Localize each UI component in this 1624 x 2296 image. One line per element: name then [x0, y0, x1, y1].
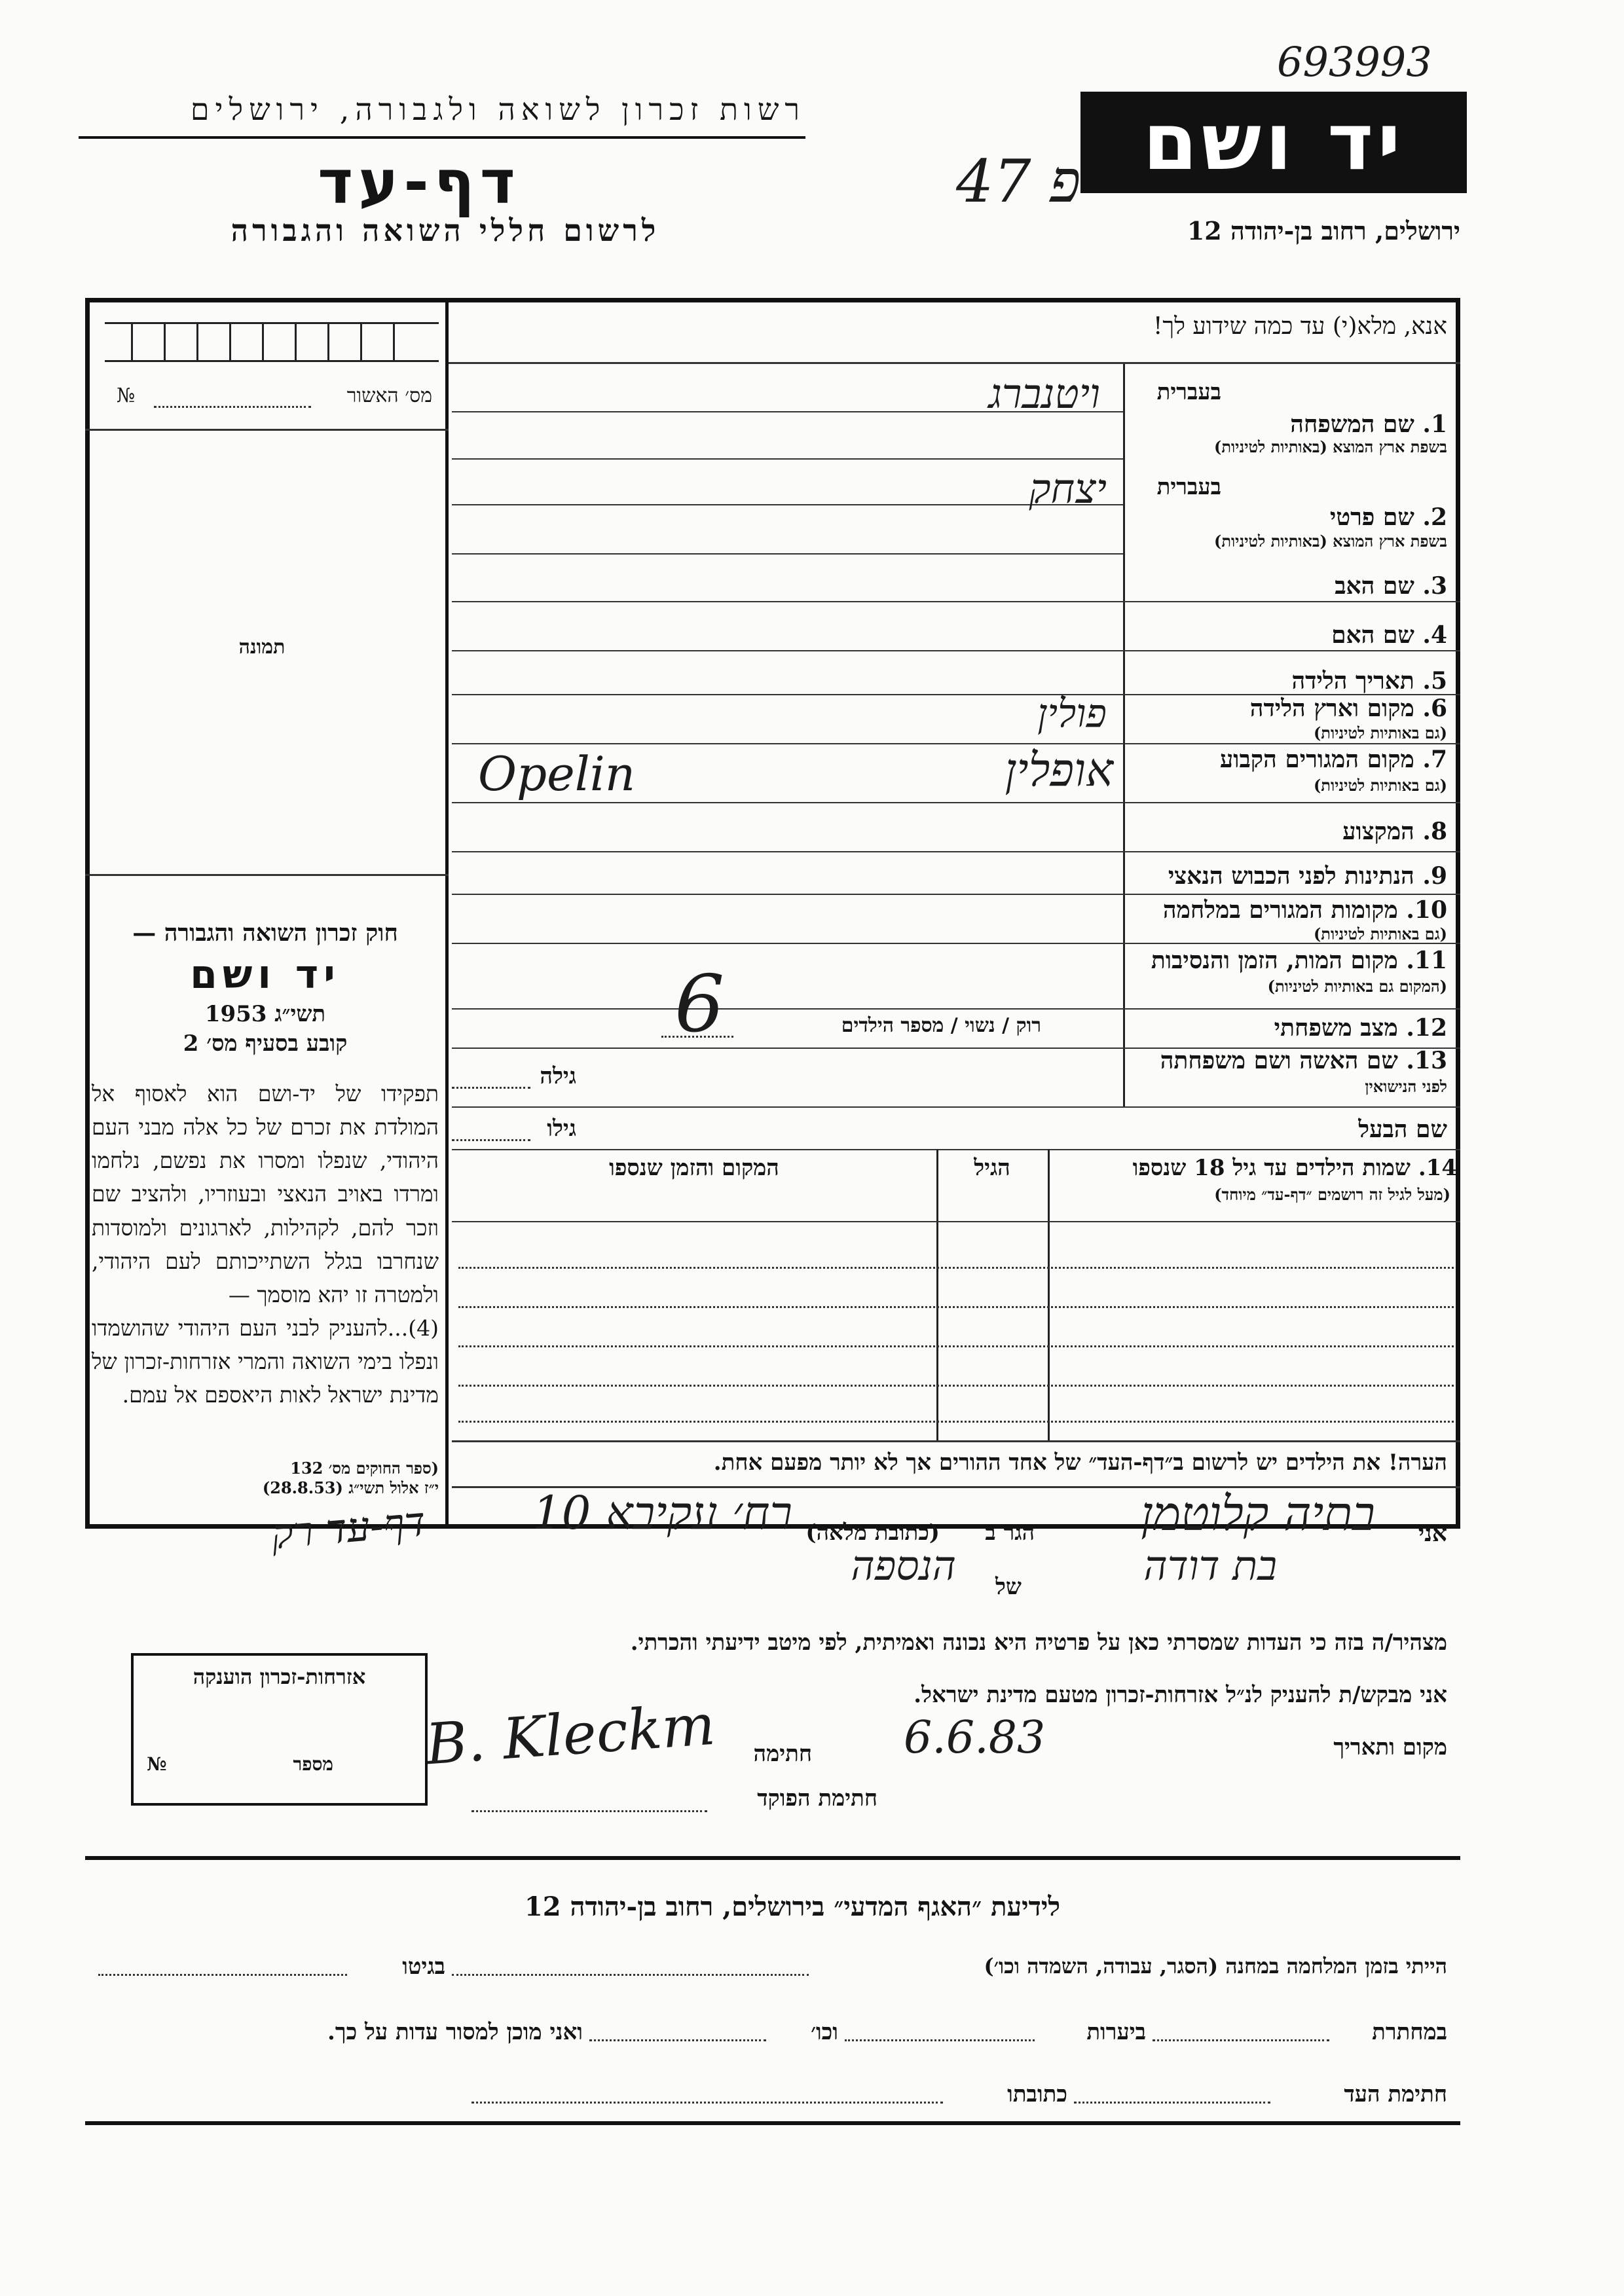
f2-hebrew-label: בעברית [1156, 474, 1221, 500]
decl-name-value[interactable]: בתיה קלוטמן [1141, 1486, 1375, 1541]
ghetto-field[interactable] [98, 1974, 347, 1976]
law-heading [92, 920, 439, 1057]
record-number: 693993 [1277, 38, 1432, 86]
f11-sub: (המקום גם באותיות לטיניות) [1267, 977, 1447, 996]
f11-label: 11. מקום המות, הזמן והנסיבות [1151, 947, 1447, 974]
f6-sub: (גם באותיות לטיניות) [1313, 723, 1447, 742]
law-paragraph-2: (4)...להעניק לבני העם היהודי שהושמדו ונפלו בימי השואה והמרי אזרחות-זכרון של מדינת ישראל לאות היאספם אל עמם. [92, 1315, 439, 1408]
bottom-row2-c: וכו׳ [811, 2019, 838, 2045]
f7-label: 7. מקום המגורים הקבוע [1219, 746, 1447, 773]
form-title: דף-עד [318, 147, 521, 217]
witness-address-field[interactable] [471, 2102, 943, 2104]
law-reference [92, 1459, 439, 1498]
law-org: יד ושם [190, 952, 341, 998]
decl-signature-value[interactable]: B. Kleckm [424, 1692, 718, 1778]
f12-options: רוק / נשוי / מספר הילדים [841, 1014, 1041, 1037]
decl-statement-1: מצהיר/ה בזה כי העדות שמסרתי כאן על פרטיה היא נכונה ואמיתית, לפי מיטב ידיעתי והכרתי. [630, 1630, 1447, 1656]
f12-label: 12. מצב משפחתי [1274, 1014, 1447, 1042]
bottom-frame-rule [85, 2121, 1460, 2125]
note-text: הערה! את הילדים יש לרשום ב״דף-העד״ של אחד ההורים אך לא יותר מפעם אחת. [713, 1449, 1447, 1476]
bottom-title: לידיעת ״האגף המדעי״ בירושלים, רחוב בן-יהודה 12 [524, 1891, 1061, 1922]
f4-label: 4. שם האם [1331, 621, 1447, 649]
f1-sub: בשפת ארץ המוצא (באותיות לטיניות) [1214, 437, 1447, 456]
stamp-title: אזרחות-זכרון הוענקה [193, 1664, 366, 1689]
bottom-section-rule [85, 1856, 1460, 1860]
certificate-number-field[interactable] [154, 406, 311, 408]
certificate-no-symbol: № [117, 384, 136, 407]
decl-signature-label: חתימה [753, 1741, 812, 1767]
f14-sub: (מעל לגיל זה רושמים ״דף-עד״ מיוחד) [1214, 1185, 1450, 1204]
f6-value[interactable]: פולין [1037, 691, 1107, 737]
f2-sub: בשפת ארץ המוצא (באותיות לטיניות) [1214, 532, 1447, 551]
f2-label: 2. שם פרטי [1329, 503, 1447, 531]
f1-hebrew-label: בעברית [1156, 379, 1221, 405]
decl-resides-label: הגר ב [985, 1520, 1035, 1546]
bottom-row2-a: במחתרת [1372, 2019, 1447, 2045]
f14-age-column: הגיל [974, 1155, 1010, 1181]
law-ref-line-1: (ספר החוקים מס׳ 132 [290, 1459, 439, 1478]
law-year: תשי״ג 1953 [204, 1001, 326, 1028]
f1-value[interactable]: ויטנברג [988, 370, 1100, 418]
law-ref-line-2: י״ז אלול תשי״ג (28.8.53) [262, 1478, 439, 1497]
f9-label: 9. הנתינות לפני הכבוש הנאצי [1168, 862, 1447, 890]
ruler-boxes [105, 322, 439, 362]
bottom-row1-end: בגיטו [402, 1954, 445, 1980]
children-table-divider-2 [936, 1149, 938, 1440]
child-row-1[interactable] [458, 1267, 1454, 1269]
stamp-no-symbol: № [147, 1753, 167, 1775]
husband-age-label: גילו [547, 1116, 576, 1142]
decl-i-label: אני [1418, 1520, 1447, 1547]
f6-label: 6. מקום וארץ הלידה [1249, 695, 1447, 722]
wife-age-field[interactable] [452, 1087, 530, 1089]
f10-label: 10. מקומות המגורים במלחמה [1162, 896, 1447, 924]
witness-signature-field[interactable] [1074, 2102, 1270, 2104]
forests-field[interactable] [845, 2039, 1035, 2041]
bottom-row3-b: כתובתו [1007, 2081, 1067, 2107]
law-body [92, 1077, 439, 1412]
law-title: חוק זכרון השואה והגבורה — [132, 919, 398, 947]
authority-name: רשות זכרון לשואה ולגבורה, ירושלים [190, 92, 805, 127]
f13-label: 13. שם האשה ושם משפחתה [1160, 1047, 1447, 1074]
f5-label: 5. תאריך הלידה [1291, 667, 1447, 695]
decl-of-label: של [995, 1574, 1022, 1600]
f12-children-value[interactable]: 6 [674, 959, 725, 1050]
bottom-row3-a: חתימת העד [1344, 2081, 1447, 2107]
photo-divider [85, 874, 449, 876]
f1-label: 1. שם המשפחה [1290, 410, 1447, 438]
decl-of-value[interactable]: הנספה [851, 1542, 956, 1590]
underground-field[interactable] [1153, 2039, 1329, 2041]
label-column-divider [1123, 364, 1125, 1107]
f3-label: 3. שם האב [1335, 572, 1447, 600]
header-address: ירושלים, רחוב בן-יהודה 12 [1187, 216, 1460, 246]
children-table-divider-1 [1048, 1149, 1050, 1440]
f10-sub: (גם באותיות לטיניות) [1313, 924, 1447, 943]
husband-age-field[interactable] [452, 1139, 530, 1141]
certificate-divider [85, 429, 449, 431]
side-handwritten-note: דף-עד רק [269, 1497, 428, 1559]
bottom-row2-end: ואני מוכן למסור עדות על כך. [327, 2019, 583, 2045]
f14-label: 14. שמות הילדים עד גיל 18 שנספו [1132, 1155, 1457, 1181]
decl-place-date-label: מקום ותאריך [1333, 1734, 1447, 1760]
yad-vashem-logo: יד ושם [1080, 92, 1467, 193]
decl-statement-2: אני מבקש/ת להעניק לנ״ל אזרחות-זכרון מטעם מדינת ישראל. [913, 1682, 1447, 1708]
decl-full-address-label: (כתובת מלאה) [805, 1520, 940, 1546]
bottom-row2-b: ביערות [1086, 2019, 1146, 2045]
f13-age-label: גילה [540, 1063, 576, 1089]
child-row-3[interactable] [458, 1345, 1454, 1347]
f7-sub: (גם באותיות לטיניות) [1313, 776, 1447, 795]
decl-address-value[interactable]: רח׳ עקיבא 10 [532, 1486, 792, 1540]
husband-label: שם הבעל [1358, 1116, 1447, 1143]
decl-relation-value[interactable]: בת דודה [1143, 1542, 1277, 1590]
decl-place-date-value[interactable]: 6.6.83 [904, 1712, 1046, 1764]
certificate-label: מס׳ האשור [346, 384, 432, 407]
f13-sub: לפני הנישואין [1365, 1077, 1447, 1096]
law-clause: קובע בסעיף מס׳ 2 [183, 1030, 348, 1057]
f2-value[interactable]: יצחק [1029, 465, 1107, 513]
handwritten-file-mark: פ 47 [956, 147, 1081, 216]
stamp-number-label: מספר [293, 1753, 333, 1775]
photo-label: תמונה [238, 636, 286, 659]
etc-field[interactable] [589, 2039, 766, 2041]
camp-field[interactable] [452, 1974, 809, 1976]
child-row-2[interactable] [458, 1306, 1454, 1308]
f7-value-latin[interactable]: Opelin [478, 746, 636, 801]
f14-place-column: המקום והזמן שנספו [609, 1155, 779, 1181]
law-paragraph-1: תפקידו של יד-ושם הוא לאסוף אל המולדת את זכרם של כל אלה מבני העם היהודי, שנפלו ומסרו את נפשם, נלחמו ומרדו באויב הנאצי ובעוזריו, ולהציב שם וזכר להם, לקהילות, לארגונים ולמוסדות שנחרבו בגלל השתייכותם לעם היהודי, ולמטרה זו יהא מוסמך — [92, 1081, 439, 1307]
citizenship-stamp-box [131, 1653, 428, 1806]
f7-value-hebrew[interactable]: אופלין [1005, 743, 1113, 797]
header-rule [79, 136, 805, 139]
f8-label: 8. המקצוע [1342, 818, 1447, 845]
officer-signature-field[interactable] [471, 1810, 707, 1812]
child-row-5[interactable] [458, 1421, 1454, 1423]
instructions: אנא, מלא(י) עד כמה שידוע לך! [1153, 313, 1447, 340]
form-subtitle: לרשום חללי השואה והגבורה [231, 213, 660, 248]
instructions-divider [449, 362, 1460, 364]
decl-officer-label: חתימת הפוקד [757, 1785, 877, 1812]
child-row-4[interactable] [458, 1385, 1454, 1387]
bottom-row1-label: הייתי בזמן המלחמה במחנה (הסגר, עבודה, השמדה וכו׳) [984, 1954, 1447, 1978]
